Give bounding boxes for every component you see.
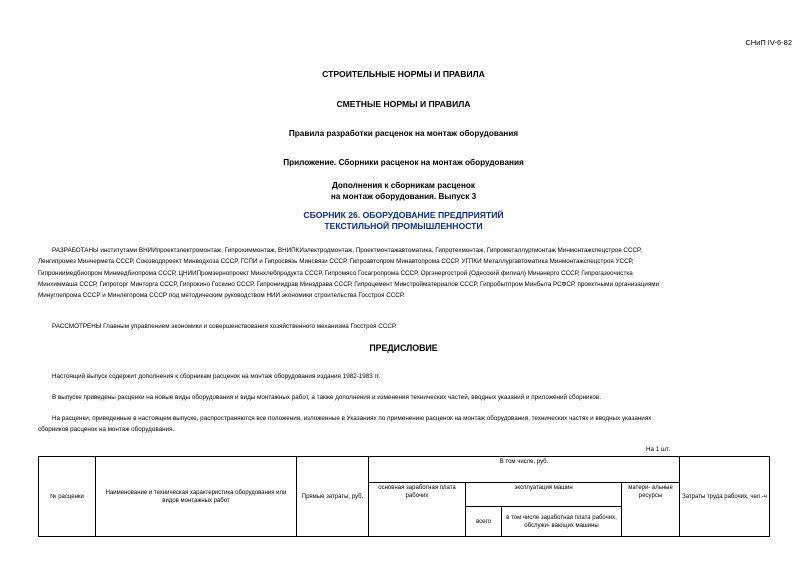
- title-supplements-line2: на монтаж оборудования. Выпуск 3: [330, 192, 477, 201]
- preface-paragraph-2: В выпуске приведены расценки на новые виды оборудования и виды монтажных работ, а также дополнения и изменения технических частей, вводных указаний и приложений сборников.: [52, 394, 601, 401]
- collection-title: [0, 210, 807, 232]
- preface-paragraph-1: Настоящий выпуск содержит дополнения к сборникам расценок на монтаж оборудования издания 1982-1983 гг.: [52, 373, 381, 380]
- developed-line-5: Минуглепрома СССР и Минлегпрома СССР под методическим руководством НИИ экономики строительства Госстроя СССР.: [38, 292, 405, 300]
- col-header-materials: матери- альные ресурсы: [622, 483, 680, 537]
- title-construction-norms: СТРОИТЕЛЬНЫЕ НОРМЫ И ПРАВИЛА: [322, 69, 485, 79]
- developed-line-2: Ленгипромез Минчермета СССР, Союзводпроект Минводхоза СССР, ГСПИ и Гипросвязь Минсвязи СССР, Гипроавтопром Минавтопрома СССР, УГПКИ Металлургавтоматика Минмонтажспецстроя УССР,: [38, 258, 634, 266]
- title-supplements: [0, 180, 807, 202]
- col-header-rate-number: № расценки: [39, 457, 96, 537]
- collection-title-line1: СБОРНИК 26. ОБОРУДОВАНИЕ ПРЕДПРИЯТИЙ: [303, 210, 504, 220]
- unit-label: На 1 шт.: [646, 446, 671, 453]
- col-header-base-wages: основная заработная плата рабочих: [369, 483, 466, 537]
- col-header-equipment-name: Наименование и техническая характеристика оборудования или видов монтажных работ: [96, 457, 297, 537]
- rates-table-header: [38, 456, 770, 537]
- developed-line-1: РАЗРАБОТАНЫ институтами ВНИИпроектэлектромонтаж, Гипрохиммонтаж, ВНИПКИэлектродмонтаж, Проектмонтажавтоматика, Гипротехмонтаж, Гипрометаллургмонтаж Минмонтажспецстроя СССР,: [52, 247, 642, 254]
- developed-line-3: Гипрониимедбиопром Минмедбиопрома СССР, ЦНИИПромзернопроект Минхлебпродукта СССР, Гипромясо Госагропрома СССР, Оргэнергострой (Одесский филиал) Минэнерго СССР, Гипрогазоочистка: [38, 269, 633, 277]
- title-appendix: Приложение. Сборники расценок на монтаж оборудования: [283, 158, 524, 167]
- document-code: СНиП IV-6-82: [745, 38, 792, 47]
- title-rules: Правила разработки расценок на монтаж оборудования: [288, 129, 519, 138]
- developed-by-paragraph: [38, 245, 769, 301]
- title-supplements-line1: Дополнения к сборникам расценок: [332, 181, 475, 190]
- col-header-machines-total: всего: [466, 507, 502, 537]
- col-header-including: В том числе, руб.: [369, 457, 680, 483]
- preface-title: ПРЕДИСЛОВИЕ: [369, 343, 438, 353]
- col-header-direct-costs: Прямые затраты, руб.: [297, 457, 369, 537]
- col-header-labor-costs: Затраты труда рабочих, чел.-ч: [680, 457, 770, 537]
- developed-line-4: Минхиммаша СССР, Гипроторг Минторга СССР, Гипрокино Госкино СССР, Гипрониидрав Минздрава СССР, Гипроцемент Минстройматериалов СССР, Гипробытпром Минбыта РСФСР, проектными организациями: [38, 280, 660, 288]
- collection-title-line2: ТЕКСТИЛЬНОЙ ПРОМЫШЛЕННОСТИ: [324, 221, 483, 231]
- col-header-machine-operator-wages: в том числе заработная плата рабочих, обслужи- вающих машины: [502, 507, 622, 537]
- reviewed-paragraph: РАССМОТРЕНЫ Главным управлением экономики и совершенствования хозяйственного механизма Госстроя СССР.: [52, 323, 397, 330]
- col-header-machine-operation: эксплуатация машин: [466, 483, 622, 507]
- title-estimate-norms: СМЕТНЫЕ НОРМЫ И ПРАВИЛА: [336, 99, 471, 109]
- preface-paragraph-3: На расценки, приведенные в настоящем выпуске, распространяются все положения, изложенные в Указаниях по применению расценок на монтаж оборудования, технических частях и вводных указаниях сборников расценок на монтаж оборудования.: [38, 415, 652, 434]
